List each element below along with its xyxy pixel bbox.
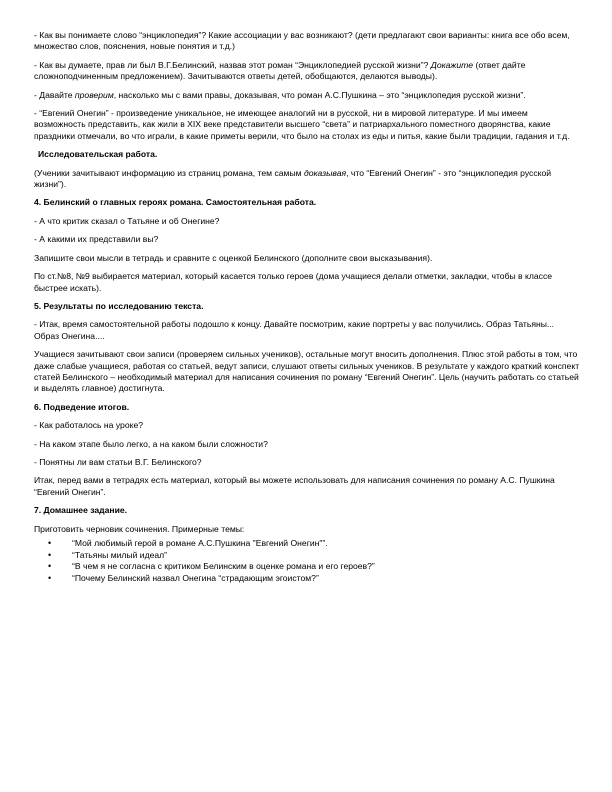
- paragraph-belinsky-question: - Как вы думаете, прав ли был В.Г.Белинский, назвав этот роман “Энциклопедией русской жизни”? Докажите (ответ дайте сложноподчиненным предложением). Зачитываются ответы детей, обобщаются, делаются выводы).: [34, 59, 526, 82]
- bullet-icon: •: [48, 561, 52, 572]
- heading-section-4: 4. Белинский о главных героях романа. Самостоятельная работа.: [34, 197, 317, 208]
- paragraph-articles-clear: - Понятны ли вам статьи В.Г. Белинского?: [34, 456, 202, 467]
- list-item: • “Татьяны милый идеал”: [48, 549, 168, 560]
- paragraph-encyclopedia-question: - Как вы понимаете слово “энциклопедия”? Какие ассоциации у вас возникают? (дети предлагают свои варианты: книга все обо всем, множество слов, пояснения, новые понятия и т.д.): [34, 30, 570, 52]
- heading-section-7: 7. Домашнее задание.: [34, 505, 128, 516]
- list-item: • “Мой любимый герой в романе А.С.Пушкина "Евгений Онегин"”.: [48, 538, 328, 548]
- essay-topics-list: [34, 538, 580, 584]
- heading-section-6: 6. Подведение итогов.: [34, 401, 130, 412]
- paragraph-articles-selection: По ст.№8, №9 выбирается материал, который касается только героев (дома учащиеся делали отметки, закладки, чтобы в классе быстрее искать).: [34, 271, 553, 293]
- paragraph-write-thoughts: Запишите свои мысли в тетрадь и сравните с оценкой Белинского (дополните свои высказывания).: [34, 252, 433, 263]
- paragraph-onegin-unique: - “Евгений Онегин” - произведение уникальное, не имеющее аналогий ни в русской, ни в мировой литературе. И мы имеем возможность представить, как жили в XIX веке представители высшего “света” и патриархального поместного дворянства, какие праздники отмечали, во что играли, в какие приметы верили, что было на столах из еды и питья, какие были традиции, гадания и т.д.: [34, 108, 570, 141]
- paragraph-lets-check: - Давайте проверим, насколько мы с вами правы, доказывая, что роман А.С.Пушкина – это “энциклопедия русской жизни”.: [34, 89, 526, 100]
- list-item: • “В чем я не согласна с критиком Белинским в оценке романа и его героев?”: [48, 561, 375, 572]
- paragraph-how-presented: - А какими их представили вы?: [34, 234, 159, 245]
- paragraph-time-up: - Итак, время самостоятельной работы подошло к концу. Давайте посмотрим, какие портреты у вас получились. Образ Татьяны... Образ Онегина....: [34, 319, 555, 341]
- paragraph-summary: Итак, перед вами в тетрадях есть материал, который вы можете использовать для написания сочинения по роману А.С. Пушкина “Евгений Онегин”.: [34, 475, 555, 497]
- paragraph-students-read: (Ученики зачитывают информацию из страниц романа, тем самым доказывая, что “Евгений Онегин” - это “энциклопедия русской жизни”).: [34, 167, 552, 190]
- bullet-icon: •: [48, 572, 52, 583]
- document-page: [34, 30, 580, 584]
- paragraph-which-stage: - На каком этапе было легко, а на каком были сложности?: [34, 438, 268, 449]
- paragraph-students-notes: Учащиеся зачитывают свои записи (проверяем сильных учеников), остальные могут вносить дополнения. Плюс этой работы в том, что даже слабые учащиеся, работая со статьей, ведут записи, слушают ответы сильных учеников. В результате у каждого краткий конспект статей Белинского – необходимый материал для написания сочинения по роману “Евгений Онегин”. Цель (научить работать со статьей и выделять главное) достигнута.: [34, 349, 580, 394]
- paragraph-homework: Приготовить черновик сочинения. Примерные темы:: [34, 523, 245, 534]
- heading-section-5: 5. Результаты по исследованию текста.: [34, 300, 204, 311]
- bullet-icon: •: [48, 538, 52, 548]
- paragraph-how-worked: - Как работалось на уроке?: [34, 420, 144, 431]
- list-item: • “Почему Белинский назвал Онегина “страдающим эгоистом?”: [48, 572, 319, 583]
- heading-research-work: Исследовательская работа.: [38, 149, 158, 160]
- bullet-icon: •: [48, 549, 52, 560]
- paragraph-critic-question: - А что критик сказал о Татьяне и об Онегине?: [34, 215, 220, 226]
